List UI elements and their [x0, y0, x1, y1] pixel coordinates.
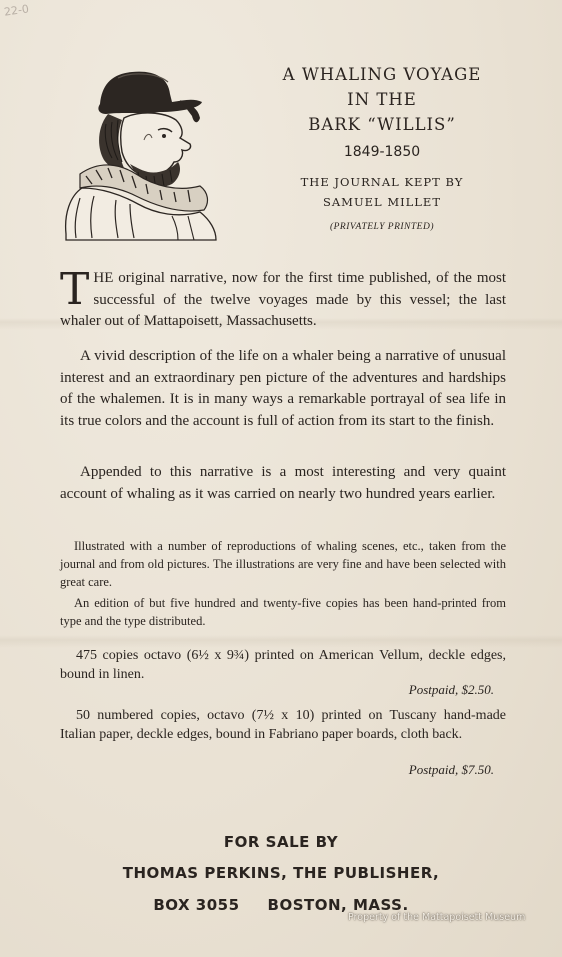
edition-vellum: 475 copies octavo (6½ x 9¾) printed on American Vellum, deckle edges, bound in linen. [60, 648, 506, 682]
for-sale-heading: FOR SALE BY [223, 833, 339, 851]
corner-note: 22-0 [3, 2, 30, 19]
title-line-1: A WHALING VOYAGE [282, 65, 482, 84]
paragraph-vivid-description: A vivid description of the life on a whaler being a narrative of unusual interest and an extraordinary pen picture of the adventures and hardships of the whalemen. It is in many ways a remarkable portrayal of sea life in its true colors and the account is full of action from its start to the finish. [60, 348, 506, 429]
paragraph-edition-note: An edition of but five hundred and twenty-five copies has been hand-printed from type and the type distributed. [60, 596, 506, 628]
journal-line-2: SAMUEL MILLET [323, 195, 441, 209]
privately-printed-note: (PRIVATELY PRINTED) [329, 222, 435, 232]
price-vellum: Postpaid, $2.50. [408, 682, 494, 697]
edition-numbered: 50 numbered copies, octavo (7½ x 10) printed on Tuscany hand-made Italian paper, deckle edges, bound in Fabriano paper boards, cloth back. [60, 708, 506, 742]
title-block [232, 62, 532, 232]
title-line-2: IN THE [347, 90, 417, 109]
paragraph-1-text: HE original narrative, now for the first time published, of the most successful of the twelve voyages made by this vessel; the last whaler out of Mattapoisett, Massachusetts. [60, 270, 506, 329]
title-line-3: BARK “WILLIS” [308, 115, 456, 134]
paragraph-illustrations: Illustrated with a number of reproductions of whaling scenes, etc., taken from the journal and from old pictures. The illustrations are very fine and have been selected with great care. [60, 539, 506, 589]
city: BOSTON, MASS. [267, 896, 409, 914]
whaler-portrait-illustration [60, 64, 218, 242]
paragraph-original-narrative [60, 264, 506, 333]
publisher-name: THOMAS PERKINS, THE PUBLISHER, [122, 864, 440, 882]
voyage-years: 1849-1850 [343, 144, 421, 160]
price-numbered: Postpaid, $7.50. [408, 762, 494, 777]
museum-watermark: Property of the Mattapoisett Museum [348, 912, 526, 923]
paragraph-appended-account: Appended to this narrative is a most interesting and very quaint account of whaling as it was carried on nearly two hundred years earlier. [60, 464, 506, 502]
box-number: BOX 3055 [153, 896, 240, 914]
drop-cap: T [60, 264, 90, 315]
journal-line-1: THE JOURNAL KEPT BY [300, 175, 464, 189]
